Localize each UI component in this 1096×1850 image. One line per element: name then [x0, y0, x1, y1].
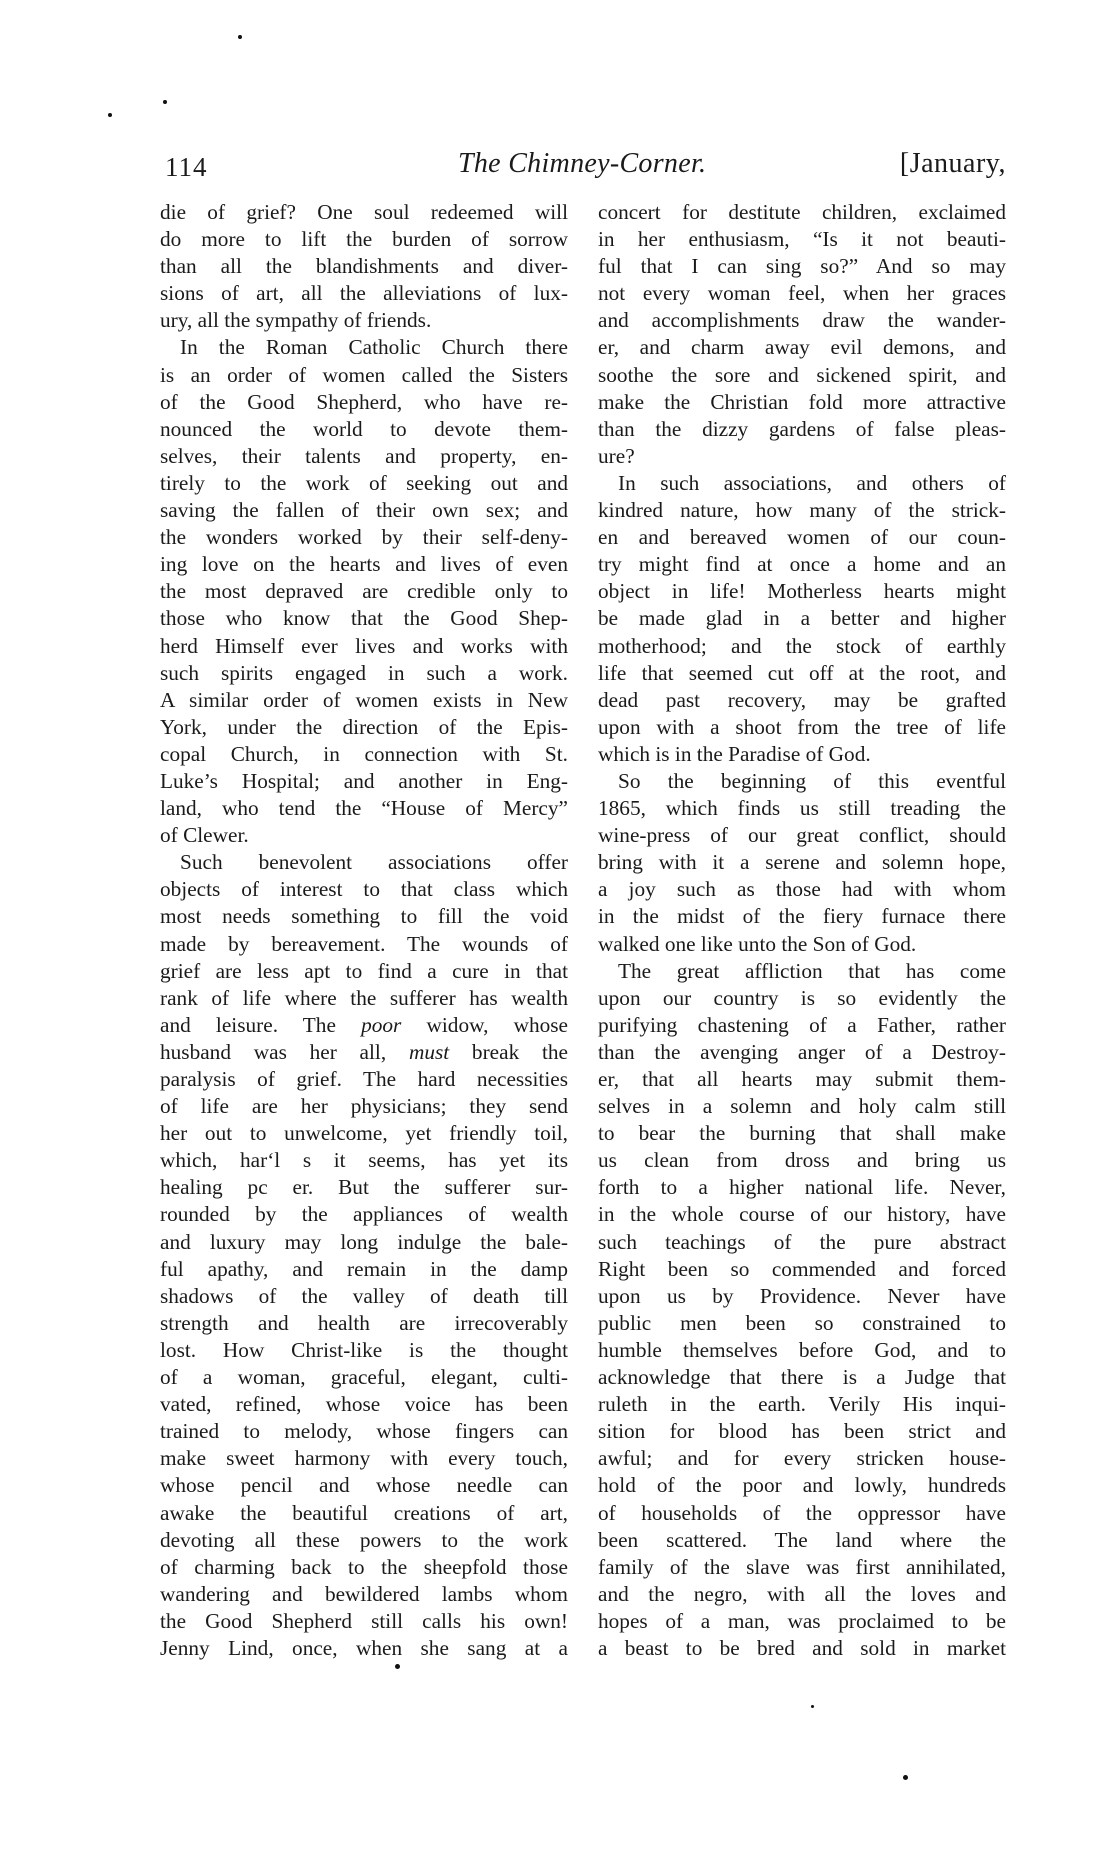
text-column-right [598, 199, 1006, 1662]
text-line: a beast to be bred and sold in market [598, 1635, 1006, 1660]
text-line: selves in a solemn and holy calm still [598, 1094, 1006, 1119]
text-line: the Good Shepherd still calls his own! [160, 1608, 568, 1633]
paragraph [598, 199, 1006, 470]
text-line: hold of the poor and lowly, hundreds [598, 1473, 1006, 1498]
text-line: public men been so constrained to [598, 1310, 1006, 1335]
text-line: strength and health are irrecoverably [160, 1310, 568, 1335]
text-line: in the midst of the fiery furnace there [598, 904, 1006, 929]
text-line: life that seemed cut off at the root, and [598, 660, 1006, 685]
text-line: than the dizzy gardens of false pleas- [598, 416, 1006, 441]
italic-emphasis: poor [361, 1012, 402, 1037]
text-line: walked one like unto the Son of God. [598, 931, 917, 956]
text-line: whose pencil and whose needle can [160, 1473, 568, 1498]
text-line: dead past recovery, may be grafted [598, 687, 1006, 712]
text-line: object in life! Motherless hearts might [598, 579, 1006, 604]
text-line: than all the blandishments and diver- [160, 254, 568, 279]
text-line: of Clewer. [160, 823, 249, 848]
text-line: family of the slave was first annihilated, [598, 1554, 1006, 1579]
text-line: tirely to the work of seeking out and [160, 470, 568, 495]
text-line: Right been so commended and forced [598, 1256, 1006, 1281]
text-line: In such associations, and others of [618, 470, 1006, 495]
paragraph [160, 849, 568, 1662]
text-line: en and bereaved women of our coun- [598, 525, 1006, 550]
text-line: husband was her all, must break the [160, 1039, 568, 1064]
text-line: copal Church, in connection with St. [160, 741, 568, 766]
text-line: of charming back to the sheepfold those [160, 1554, 568, 1579]
text-line: ful apathy, and remain in the damp [160, 1256, 568, 1281]
text-line: acknowledge that there is a Judge that [598, 1365, 1006, 1390]
paragraph [160, 334, 568, 849]
text-line: the most depraved are credible only to [160, 579, 568, 604]
text-line: which is in the Paradise of God. [598, 741, 871, 766]
text-line: not every woman feel, when her graces [598, 281, 1006, 306]
scan-speck [108, 113, 112, 117]
scan-speck [811, 1705, 814, 1708]
text-line: the wonders worked by their self-deny- [160, 525, 568, 550]
text-line: vated, refined, whose voice has been [160, 1392, 568, 1417]
text-line: of the Good Shepherd, who have re- [160, 389, 568, 414]
text-line: of a woman, graceful, elegant, culti- [160, 1365, 568, 1390]
text-line: objects of interest to that class which [160, 877, 568, 902]
text-line: devoting all these powers to the work [160, 1527, 568, 1552]
text-line: a joy such as those had with whom [598, 877, 1006, 902]
text-line: ury, all the sympathy of friends. [160, 308, 432, 333]
text-line: those who know that the Good Shep- [160, 606, 568, 631]
text-line: ful that I can sing so?” And so may [598, 254, 1006, 279]
text-line: and luxury may long indulge the bale- [160, 1229, 568, 1254]
text-line: A similar order of women exists in New [160, 687, 568, 712]
paragraph [598, 958, 1006, 1662]
text-line: wine-press of our great conflict, should [598, 823, 1006, 848]
text-line: of households of the oppressor have [598, 1500, 1006, 1525]
text-line: humble themselves before God, and to [598, 1337, 1006, 1362]
text-line: upon us by Providence. Never have [598, 1283, 1006, 1308]
text-line: such teachings of the pure abstract [598, 1229, 1006, 1254]
text-line: Jenny Lind, once, when she sang at a [160, 1635, 568, 1660]
page-number: 114 [165, 152, 208, 182]
text-line: saving the fallen of their own sex; and [160, 498, 568, 523]
text-line: such spirits engaged in such a work. [160, 660, 568, 685]
scan-speck [163, 100, 167, 104]
text-line: hopes of a man, was proclaimed to be [598, 1608, 1006, 1633]
text-line: do more to lift the burden of sorrow [160, 227, 568, 252]
text-line: die of grief? One soul redeemed will [160, 200, 568, 224]
text-line: trained to melody, whose fingers can [160, 1419, 568, 1444]
text-line: make the Christian fold more attractive [598, 389, 1006, 414]
text-line: is an order of women called the Sisters [160, 362, 568, 387]
text-line: soothe the sore and sickened spirit, and [598, 362, 1006, 387]
scan-speck [238, 35, 242, 39]
text-line: ing love on the hearts and lives of even [160, 552, 568, 577]
text-line: sition for blood has been strict and [598, 1419, 1006, 1444]
text-line: grief are less apt to find a cure in that [160, 958, 568, 983]
paragraph [598, 768, 1006, 958]
paragraph [598, 470, 1006, 768]
text-line: kindred nature, how many of the strick- [598, 498, 1006, 523]
text-line: selves, their talents and property, en- [160, 443, 568, 468]
text-line: rank of life where the sufferer has wealth [160, 985, 568, 1010]
text-line: her out to unwelcome, yet friendly toil, [160, 1121, 568, 1146]
text-line: purifying chastening of a Father, rather [598, 1012, 1006, 1037]
text-line: wandering and bewildered lambs whom [160, 1581, 568, 1606]
text-line: bring with it a serene and solemn hope, [598, 850, 1006, 875]
text-line: and accomplishments draw the wander- [598, 308, 1006, 333]
text-line: been scattered. The land where the [598, 1527, 1006, 1552]
scan-speck [903, 1775, 908, 1780]
text-line: in her enthusiasm, “Is it not beauti- [598, 227, 1006, 252]
text-line: ure? [598, 443, 635, 468]
text-line: make sweet harmony with every touch, [160, 1446, 568, 1471]
text-line: and the negro, with all the loves and [598, 1581, 1006, 1606]
text-line: forth to a higher national life. Never, [598, 1175, 1006, 1200]
text-line: herd Himself ever lives and works with [160, 633, 568, 658]
text-line: ruleth in the earth. Verily His inqui- [598, 1392, 1006, 1417]
text-line: nounced the world to devote them- [160, 416, 568, 441]
running-head [160, 148, 1006, 184]
text-line: most needs something to fill the void [160, 904, 568, 929]
text-line: try might find at once a home and an [598, 552, 1006, 577]
text-column-left [160, 199, 568, 1662]
text-line: concert for destitute children, exclaimed [598, 200, 1006, 224]
text-line: So the beginning of this eventful [618, 768, 1006, 793]
text-line: shadows of the valley of death till [160, 1283, 568, 1308]
issue-month: [January, [899, 148, 1006, 179]
text-line: Luke’s Hospital; and another in Eng- [160, 768, 568, 793]
text-line: Such benevolent associations offer [180, 850, 568, 875]
text-line: to bear the burning that shall make [598, 1121, 1006, 1146]
text-line: in the whole course of our history, have [598, 1202, 1006, 1227]
journal-title: The Chimney-Corner. [458, 148, 707, 179]
text-line: than the avenging anger of a Destroy- [598, 1039, 1006, 1064]
paragraph [160, 199, 568, 334]
text-line: healing pc er. But the sufferer sur- [160, 1175, 568, 1200]
text-line: awful; and for every stricken house- [598, 1446, 1006, 1471]
text-line: land, who tend the “House of Mercy” [160, 796, 568, 821]
text-line: which, har‘l s it seems, has yet its [160, 1148, 568, 1173]
text-line: In the Roman Catholic Church there [180, 335, 568, 360]
text-line: and leisure. The poor widow, whose [160, 1012, 569, 1037]
text-line: made by bereavement. The wounds of [160, 931, 568, 956]
text-line: 1865, which finds us still treading the [598, 796, 1006, 821]
text-line: upon our country is so evidently the [598, 985, 1006, 1010]
text-line: York, under the direction of the Epis- [160, 714, 568, 739]
italic-emphasis: must [408, 1039, 450, 1064]
text-line: paralysis of grief. The hard necessities [160, 1067, 568, 1091]
text-line: of life are her physicians; they send [160, 1094, 568, 1119]
text-line: motherhood; and the stock of earthly [598, 633, 1006, 658]
text-line: awake the beautiful creations of art, [160, 1500, 568, 1525]
text-line: sions of art, all the alleviations of lux- [160, 281, 568, 306]
text-line: upon with a shoot from the tree of life [598, 714, 1006, 739]
text-line: rounded by the appliances of wealth [160, 1202, 568, 1227]
scan-speck [395, 1664, 400, 1669]
text-line: be made glad in a better and higher [598, 606, 1006, 631]
text-line: us clean from dross and bring us [598, 1148, 1006, 1173]
text-line: er, that all hearts may submit them- [598, 1067, 1006, 1091]
text-line: er, and charm away evil demons, and [598, 335, 1006, 360]
text-line: The great affliction that has come [618, 958, 1006, 983]
text-line: lost. How Christ-like is the thought [160, 1337, 568, 1362]
